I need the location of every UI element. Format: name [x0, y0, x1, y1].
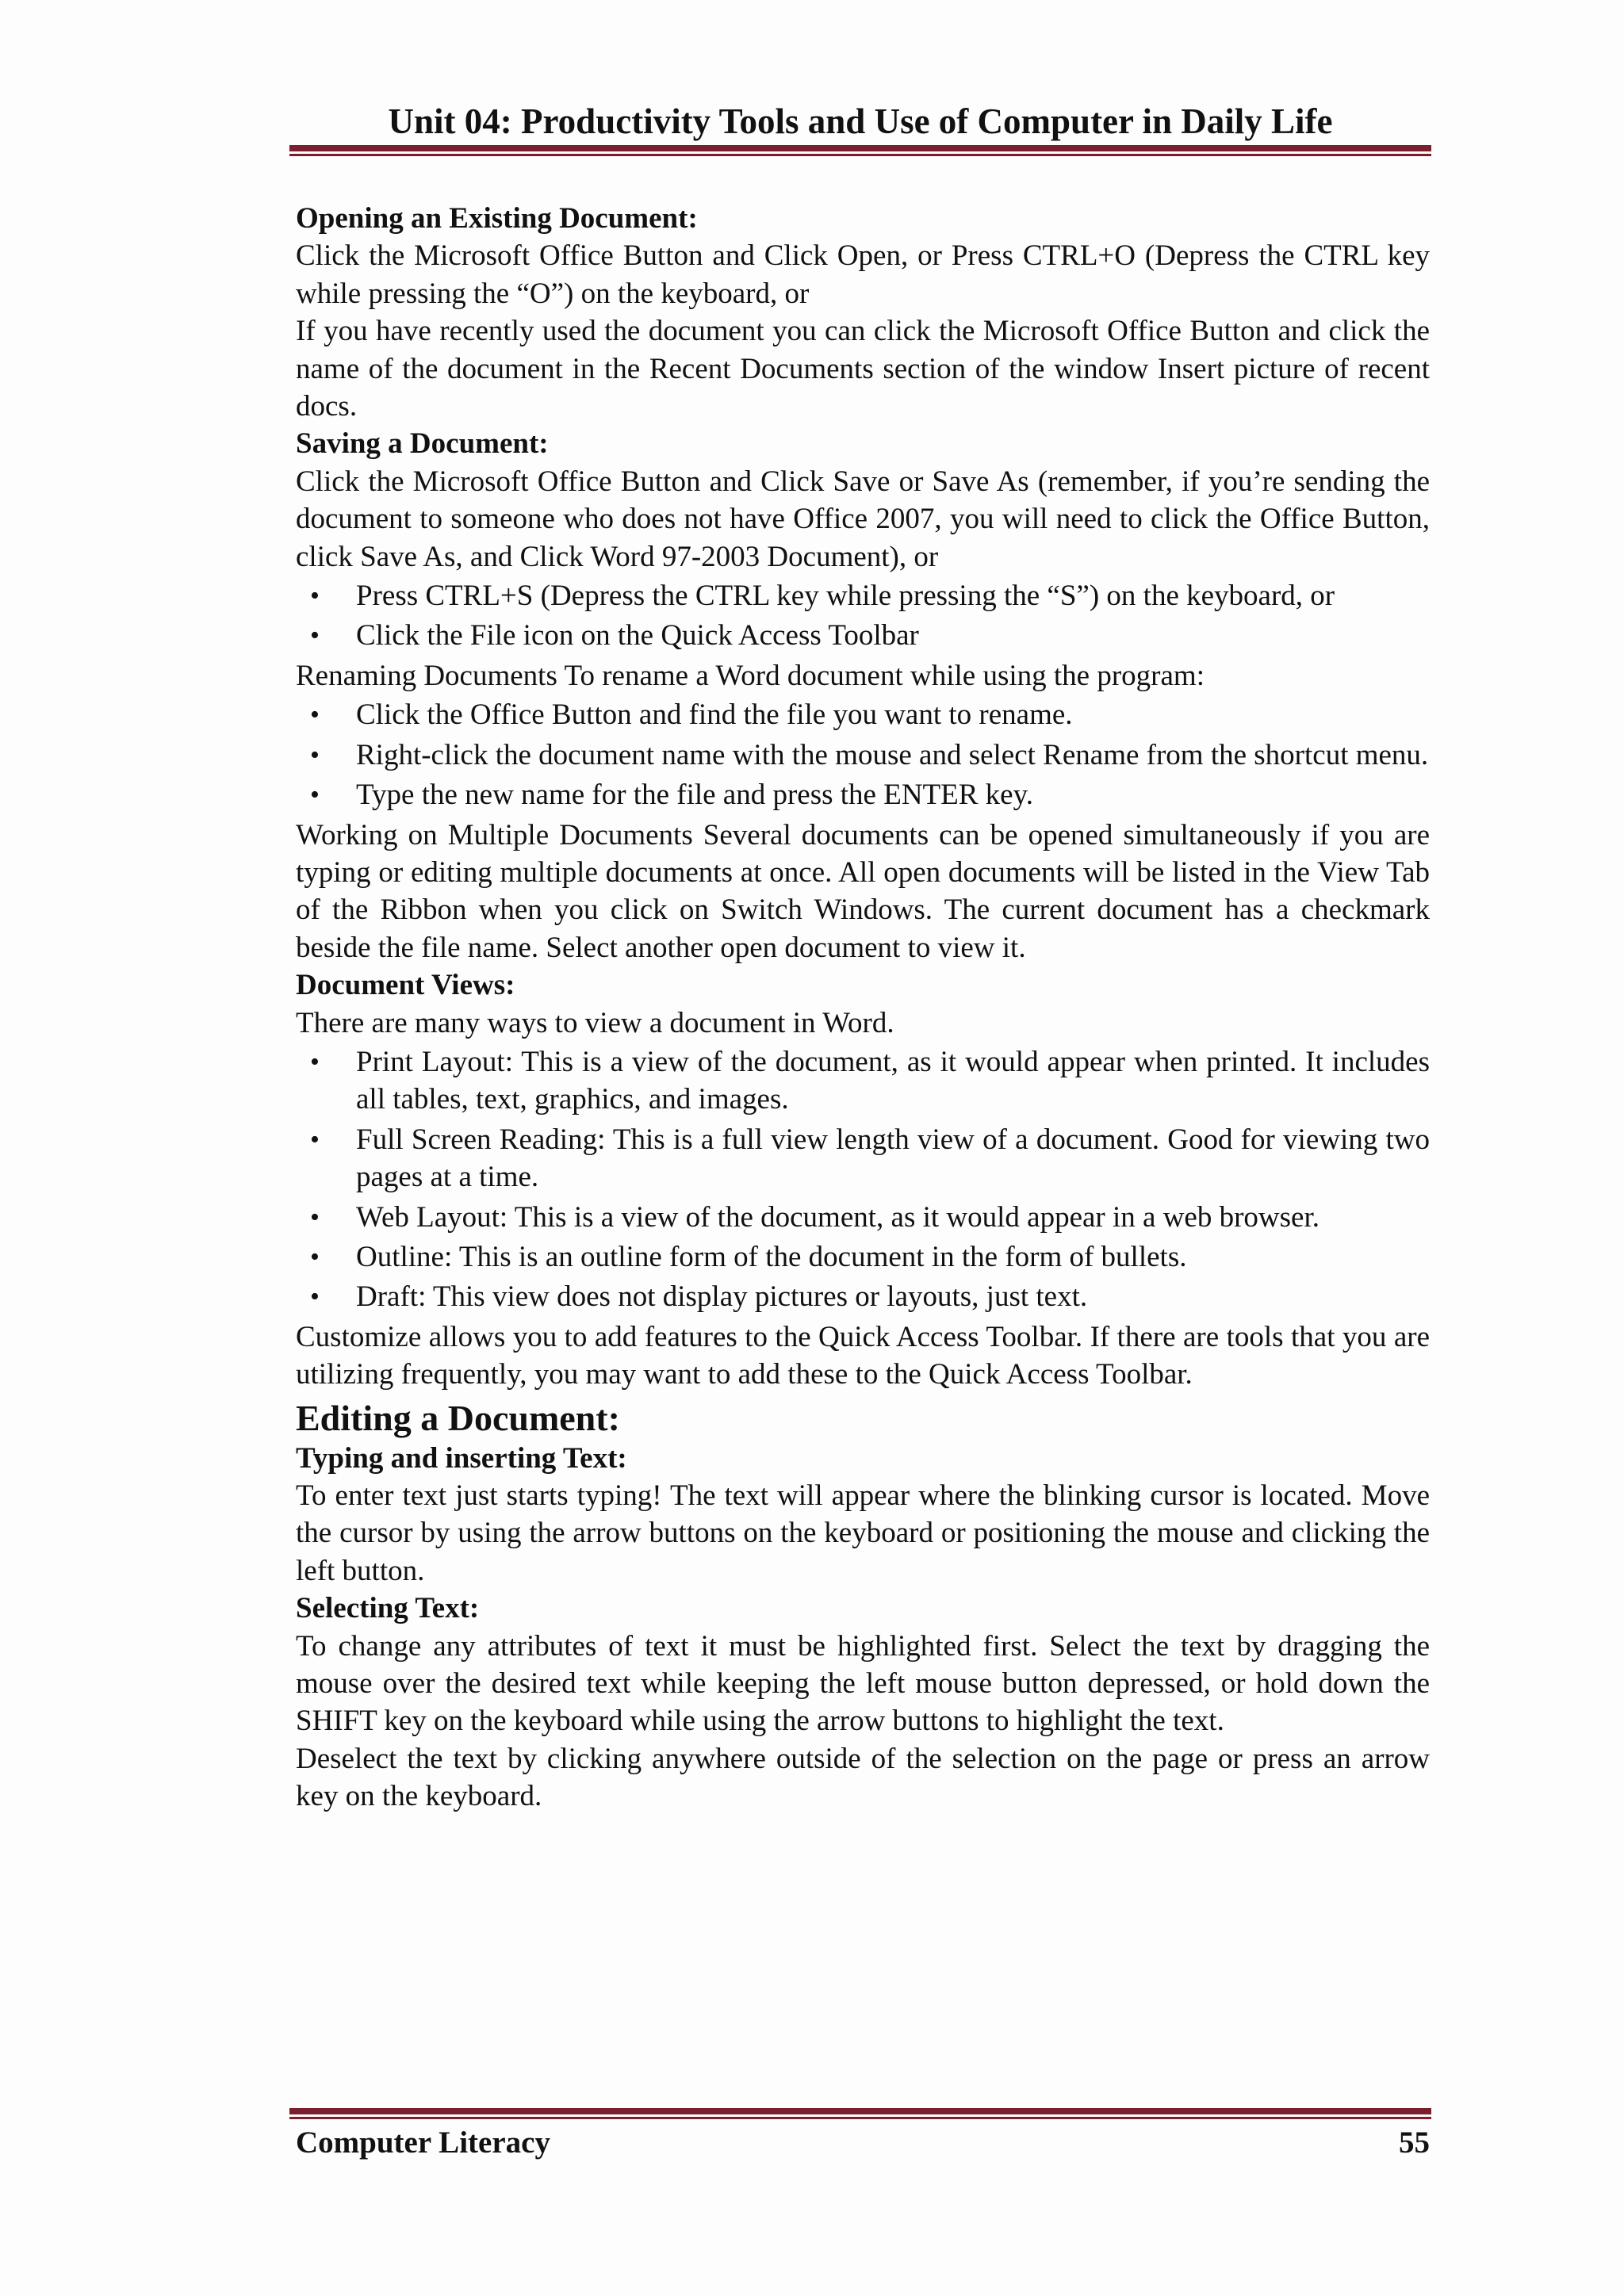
list-item: • Right-click the document name with the mouse and select Rename from the shortcut menu. [296, 737, 1430, 774]
views-bullet-list [296, 1043, 1430, 1316]
bullet-icon: • [310, 740, 320, 770]
header-rule [289, 145, 1431, 156]
bullet-icon: • [310, 1047, 320, 1077]
views-intro: There are many ways to view a document in Word. [296, 1006, 894, 1039]
renaming-bullet-list [296, 696, 1430, 813]
opening-heading: Opening an Existing Document: [296, 202, 698, 235]
header-rule-thin [289, 154, 1431, 156]
bullet-icon: • [310, 1202, 320, 1232]
saving-paragraph: Click the Microsoft Office Button and Click Save or Save As (remember, if you’re sending the document to someone who does not have Office 2007, you will need to click the Office Button, click Save As, and Click Word 97-2003 Document), or [296, 465, 1430, 573]
page-body [296, 200, 1430, 1816]
list-item: • Outline: This is an outline form of the document in the form of bullets. [296, 1238, 1430, 1276]
multiple-documents-paragraph: Working on Multiple Documents Several documents can be opened simultaneously if you are typing or editing multiple documents at once. All open documents will be listed in the View Tab of the Ribbon when you click on Switch Windows. The current document has a checkmark beside the file name. Select another open document to view it. [296, 818, 1430, 964]
list-item: • Click the Office Button and find the file you want to rename. [296, 696, 1430, 733]
saving-heading: Saving a Document: [296, 427, 549, 461]
list-item: • Web Layout: This is a view of the document, as it would appear in a web browser. [296, 1199, 1430, 1236]
list-item: • Draft: This view does not display pictures or layouts, just text. [296, 1278, 1430, 1315]
bullet-icon: • [310, 581, 320, 611]
footer-rule-thick [289, 2108, 1431, 2114]
list-item: • Press CTRL+S (Depress the CTRL key while pressing the “S”) on the keyboard, or [296, 577, 1430, 614]
opening-paragraph-2: If you have recently used the document you can click the Microsoft Office Button and click the name of the document in the Recent Documents section of the window Insert picture of recent docs. [296, 315, 1430, 423]
selecting-heading: Selecting Text: [296, 1592, 480, 1625]
list-item: • Click the File icon on the Quick Access Toolbar [296, 617, 1430, 654]
footer-rule [289, 2108, 1431, 2119]
renaming-intro: Renaming Documents To rename a Word document while using the program: [296, 659, 1205, 692]
typing-heading: Typing and inserting Text: [296, 1441, 627, 1475]
bullet-icon: • [310, 1242, 320, 1272]
list-item: • Type the new name for the file and press the ENTER key. [296, 776, 1430, 813]
typing-paragraph: To enter text just starts typing! The text will appear where the blinking cursor is located. Move the cursor by using the arrow buttons on the keyboard or positioning the mouse and clicking the left button. [296, 1479, 1430, 1587]
customize-paragraph: Customize allows you to add features to the Quick Access Toolbar. If there are tools that you are utilizing frequently, you may want to add these to the Quick Access Toolbar. [296, 1320, 1430, 1391]
list-item: • Full Screen Reading: This is a full view length view of a document. Good for viewing two pages at a time. [296, 1121, 1430, 1196]
bullet-icon: • [310, 1282, 320, 1312]
bullet-icon: • [310, 621, 320, 651]
header-rule-thick [289, 145, 1431, 151]
opening-paragraph-1: Click the Microsoft Office Button and Click Open, or Press CTRL+O (Depress the CTRL key while pressing the “O”) on the keyboard, or [296, 239, 1430, 310]
bullet-icon: • [310, 700, 320, 730]
header-title: Unit 04: Productivity Tools and Use of Computer in Daily Life [388, 101, 1333, 141]
deselect-paragraph: Deselect the text by clicking anywhere outside of the selection on the page or press an arrow key on the keyboard. [296, 1742, 1430, 1813]
bullet-icon: • [310, 1124, 320, 1154]
footer-book-title: Computer Literacy [296, 2126, 550, 2160]
bullet-icon: • [310, 780, 320, 810]
selecting-paragraph: To change any attributes of text it must be highlighted first. Select the text by dragging the mouse over the desired text while keeping the left mouse button depressed, or hold down the SHIFT key on the keyboard while using the arrow buttons to highlight the text. [296, 1629, 1430, 1738]
views-heading: Document Views: [296, 969, 515, 1002]
list-item: • Print Layout: This is a view of the document, as it would appear when printed. It includes all tables, text, graphics, and images. [296, 1043, 1430, 1119]
editing-heading: Editing a Document: [296, 1397, 620, 1438]
footer-rule-thin [289, 2117, 1431, 2119]
page-number: 55 [1399, 2126, 1430, 2160]
saving-bullet-list [296, 577, 1430, 655]
